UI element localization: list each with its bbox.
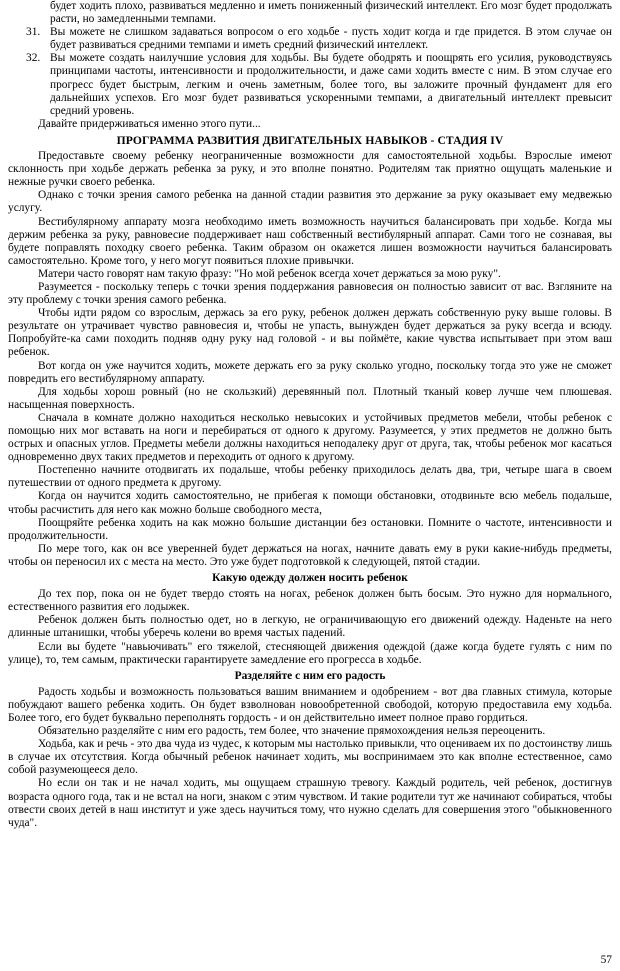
paragraph: Постепенно начните отодвигать их подальше, чтобы ребенку приходилось делать два, три, четыре шага в своем путешествии от одного предмета к другому. (8, 464, 612, 490)
paragraph: Ходьба, как и речь - это два чуда из чудес, к которым мы настолько привыкли, что оцениваем их по достоинству лишь в случае их отсутствия. Когда обычный ребенок начинает ходить, мы воспринимаем это как вполне естественное, само собой разумеющееся дело. (8, 738, 612, 777)
numbered-list (8, 0, 612, 118)
paragraph: Поощряйте ребенка ходить на как можно большие дистанции без остановки. Помните о частоте, интенсивности и продолжительности. (8, 516, 612, 542)
paragraph: Но если он так и не начал ходить, мы ощущаем страшную тревогу. Каждый родитель, чей ребенок, достигнув возраста одного года, так и не встал на ноги, знаком с этим чувством. И такие родители тут же начинают собираться, чтобы отвести своих детей в наш институт и уже здесь научиться тому, что нужно сделать для совершения этого "обыкновенного чуда". (8, 777, 612, 829)
list-continuation: будет ходить плохо, развиваться медленно и иметь пониженный физический интеллект. Его мозг будет продолжать расти, но замедленными темпами. (50, 0, 612, 26)
paragraph: Вот когда он уже научится ходить, можете держать его за руку сколько угодно, поскольку тогда это уже не сможет повредить его вестибулярному аппарату. (8, 359, 612, 385)
list-item-text: Вы можете создать наилучшие условия для ходьбы. Вы будете ободрять и поощрять его усилия, руководствуясь принципами частоты, интенсивности и продолжительности, и даже сами ходить вместе с ним. В этом случае его прогресс будет быстрым, легким и очень заметным, более того, вы заложите прочный фундамент для его дальнейших успехов. Его мозг будет развиваться ускоренными темпами, а двигательный интеллект превысит средний уровень. (50, 52, 612, 117)
clothing-body (8, 588, 612, 667)
list-number: 31. (26, 26, 41, 39)
closing-line: Давайте придерживаться именно этого пути... (38, 117, 261, 130)
page-number: 57 (600, 953, 612, 966)
subsection-title-clothing: Какую одежду должен носить ребенок (212, 572, 408, 585)
joy-body (8, 686, 612, 830)
paragraph: Для ходьбы хорош ровный (но не скользкий) деревянный пол. Плотный тканый ковер лучше чем плюшевая. насыщенная поверхность. (8, 385, 612, 411)
paragraph: Радость ходьбы и возможность пользоваться вашим вниманием и одобрением - вот два главных стимула, которые побуждают вашего ребенка ходить. Он будет взволнован новообретенной свободой, которую предоставила ему ходьба. Более того, его будет буквально переполнять гордость - и он действительно имеет полное право гордиться. (8, 685, 612, 724)
paragraph: Если вы будете "навьючивать" его тяжелой, стесняющей движения одеждой (даже когда будете гулять с ним по улице), то, тем самым, практически гарантируете замедление его прогресса в ходьбе. (8, 640, 612, 666)
paragraph: Сначала в комнате должно находиться несколько невысоких и устойчивых предметов мебели, чтобы ребенок с помощью них мог вставать на ноги и перебираться от одного к другому. Разумеется, у этих предметов не должно быть острых и опасных углов. Предметы мебели должны находиться неподалеку друг от друга, так, чтобы ребенок мог касаться одновременно двух таких предметов и переходить от одного к другому. (8, 411, 612, 464)
paragraph: Обязательно разделяйте с ним его радость, тем более, что значение прямохождения нельзя переоценить. (38, 725, 546, 738)
paragraph: По мере того, как он все уверенней будет держаться на ногах, начните давать ему в руки какие-нибудь предметы, чтобы он переносил их с места на место. Это уже будет подготовкой к следующей, пятой стадии. (8, 542, 612, 568)
list-item-text: Вы можете не слишком задаваться вопросом о его ходьбе - пусть ходит когда и где придется. В этом случае он будет развиваться средними темпами и иметь средний физический интеллект. (50, 26, 612, 52)
paragraph: Вестибулярному аппарату мозга необходимо иметь возможность научиться балансировать при ходьбе. Когда мы держим ребенка за руку, равновесие поддерживает наш собственный вестибулярный аппарат. Сами того не сознавая, вы будете поправлять походку своего ребенка. Таким образом он окажется лишен возможности научиться балансировать самостоятельно. Кроме того, у него могут появиться плохие привычки. (8, 215, 612, 267)
paragraph: Чтобы идти рядом со взрослым, держась за его руку, ребенок должен держать собственную руку выше головы. В результате он утрачивает чувство равновесия и, чтобы не упасть, вынужден будет держаться за руку всегда и всюду. Попробуйте-ка сами походить подняв одну руку над головой - и вы поймёте, какие чувства испытывает при этом ваш ребенок. (8, 307, 612, 359)
subsection-title-joy: Разделяйте с ним его радость (234, 669, 386, 682)
list-item-32 (8, 52, 612, 117)
paragraph: Предоставьте своему ребенку неограниченные возможности для самостоятельной ходьбы. Взрослые имеют склонность при ходьбе держать ребенка за руку, и это вполне понятно. Родителям так приятно ощущать маленькие и нежные ручки своего ребенка. (8, 150, 612, 189)
paragraph: Разумеется - поскольку теперь с точки зрения поддержания равновесия он полностью зависит от вас. Взгляните на эту проблему с точки зрения самого ребенка. (8, 280, 612, 307)
paragraph: Когда он научится ходить самостоятельно, не прибегая к помощи обстановки, отодвиньте всю мебель подальше, чтобы расчистить для него как можно больше свободного места, (8, 490, 612, 516)
paragraph: Матери часто говорят нам такую фразу: "Но мой ребенок всегда хочет держаться за мою руку". (38, 267, 501, 280)
section-body (8, 150, 612, 569)
paragraph: Ребенок должен быть полностью одет, но в легкую, не ограничивающую его движений одежду. Наденьте на него длинные штанишки, чтобы уберечь колени во время частых падений. (8, 614, 612, 640)
section-title: ПРОГРАММА РАЗВИТИЯ ДВИГАТЕЛЬНЫХ НАВЫКОВ - СТАДИЯ IV (116, 133, 504, 147)
list-item-31 (8, 26, 612, 52)
paragraph: До тех пор, пока он не будет твердо стоять на ногах, ребенок должен быть босым. Это нужно для нормального, естественного развития его лодыжек. (8, 588, 612, 614)
list-number: 32. (26, 52, 41, 65)
paragraph: Однако с точки зрения самого ребенка на данной стадии развития это держание за руку оказывает ему медвежью услугу. (8, 189, 612, 215)
